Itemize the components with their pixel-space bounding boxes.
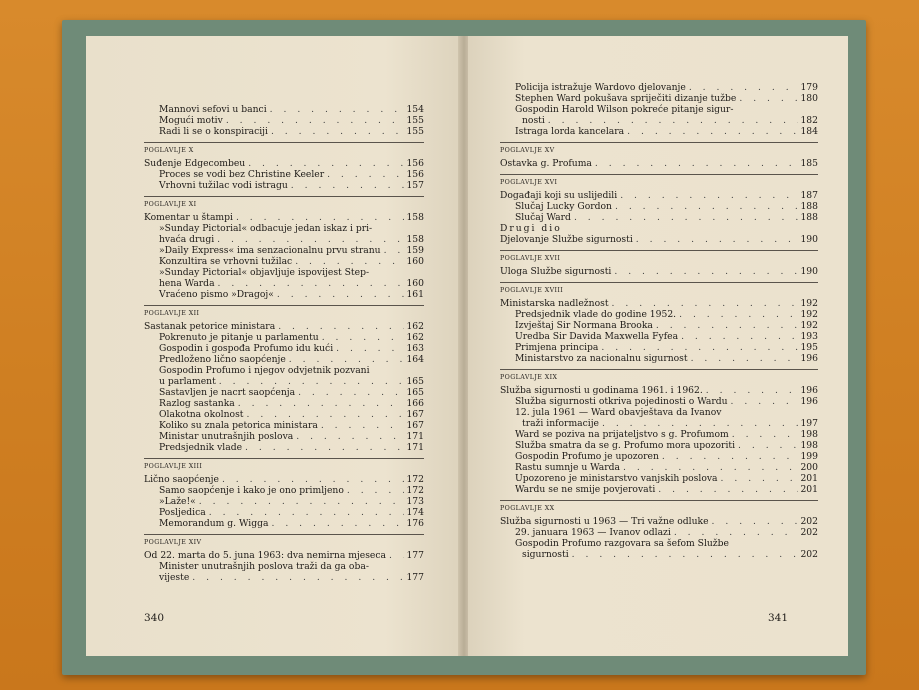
toc-entry-title: Radi li se o konspiraciji	[159, 126, 268, 137]
toc-entry	[500, 385, 818, 396]
chapter-rule	[500, 250, 818, 251]
toc-entry	[500, 212, 818, 223]
toc-entry	[144, 278, 424, 289]
table-of-contents-right	[500, 82, 818, 560]
toc-entry	[144, 496, 424, 507]
toc-page-number: 160	[406, 278, 424, 289]
toc-leader-dots	[318, 420, 404, 431]
toc-entry-title: Sastavljen je nacrt saopćenja	[159, 387, 296, 398]
page-number-right: 341	[768, 612, 789, 624]
toc-leader-dots	[703, 385, 798, 396]
toc-entry	[144, 256, 424, 267]
toc-entry-title: hena Warda	[159, 278, 215, 289]
toc-leader-dots	[215, 278, 404, 289]
toc-entry	[500, 331, 818, 342]
toc-page-number: 196	[800, 353, 818, 364]
toc-entry	[144, 115, 424, 126]
toc-entry	[500, 234, 818, 245]
toc-entry-title: u parlament	[159, 376, 216, 387]
chapter-heading: POGLAVLJE XVI	[500, 179, 558, 186]
toc-page-number: 193	[800, 331, 818, 342]
toc-leader-dots	[274, 289, 404, 300]
toc-page-number: 165	[406, 387, 424, 398]
toc-page-number: 198	[800, 429, 818, 440]
toc-entry	[500, 462, 818, 473]
toc-entry-title: Posljedica	[159, 507, 206, 518]
toc-leader-dots	[233, 212, 404, 223]
toc-page-number: 192	[800, 309, 818, 320]
toc-leader-dots	[324, 169, 404, 180]
toc-entry	[144, 376, 424, 387]
toc-leader-dots	[242, 442, 404, 453]
toc-entry	[144, 431, 424, 442]
toc-page-number: 154	[406, 104, 424, 115]
toc-entry-title: Gospodin Profumo razgovara sa šefom Službe	[515, 538, 729, 549]
toc-entry-title: Sastanak petorice ministara	[144, 321, 276, 332]
toc-page-number: 195	[800, 342, 818, 353]
toc-page-number: 180	[800, 93, 818, 104]
chapter-rule	[144, 458, 424, 459]
toc-entry	[500, 418, 818, 429]
toc-entry-title: nosti	[522, 115, 545, 126]
toc-entry	[144, 234, 424, 245]
toc-entry	[500, 473, 818, 484]
toc-page-number: 162	[406, 321, 424, 332]
toc-page-number: 158	[406, 234, 424, 245]
toc-entry-title: sigurnosti	[522, 549, 569, 560]
chapter-heading: POGLAVLJE X	[144, 147, 194, 154]
toc-page-number: 166	[406, 398, 424, 409]
toc-leader-dots	[275, 321, 404, 332]
toc-entry-title: Istraga lorda kancelara	[515, 126, 625, 137]
toc-entry	[144, 158, 424, 169]
chapter-rule	[500, 282, 818, 283]
chapter-heading: POGLAVLJE XIV	[144, 539, 202, 546]
toc-page-number: 201	[800, 473, 818, 484]
toc-leader-dots	[214, 234, 404, 245]
toc-entry	[144, 507, 424, 518]
toc-entry-multiline	[144, 561, 424, 583]
toc-entry	[144, 409, 424, 420]
toc-leader-dots	[319, 332, 404, 343]
toc-page-number: 202	[800, 549, 818, 560]
toc-entry-title: Olakotna okolnost	[159, 409, 244, 420]
toc-entry-line	[500, 104, 818, 115]
toc-page-number: 174	[406, 507, 424, 518]
toc-leader-dots	[288, 180, 404, 191]
toc-entry	[144, 289, 424, 300]
chapter-rule	[144, 305, 424, 306]
toc-leader-dots	[196, 496, 404, 507]
toc-page-number: 201	[800, 484, 818, 495]
toc-entry	[500, 440, 818, 451]
toc-page-number: 172	[406, 485, 424, 496]
toc-entry-multiline	[144, 223, 424, 245]
toc-entry	[500, 342, 818, 353]
toc-entry	[144, 572, 424, 583]
toc-entry-title: Djelovanje Službe sigurnosti	[500, 234, 633, 245]
toc-leader-dots	[189, 572, 404, 583]
toc-page-number: 188	[800, 201, 818, 212]
chapter-heading: POGLAVLJE XIII	[144, 463, 203, 470]
toc-leader-dots	[718, 473, 798, 484]
toc-entry-title: Komentar u štampi	[144, 212, 233, 223]
toc-entry-title: traži informacije	[522, 418, 599, 429]
toc-page-number: 155	[406, 126, 424, 137]
toc-page-number: 172	[406, 474, 424, 485]
toc-page-number: 159	[406, 245, 424, 256]
toc-page-number: 156	[406, 158, 424, 169]
toc-leader-dots	[344, 485, 404, 496]
toc-page-number: 167	[406, 420, 424, 431]
toc-page-number: 155	[406, 115, 424, 126]
toc-leader-dots	[292, 256, 404, 267]
toc-leader-dots	[676, 309, 798, 320]
toc-leader-dots	[633, 234, 798, 245]
toc-entry	[144, 321, 424, 332]
toc-page-number: 196	[800, 396, 818, 407]
toc-leader-dots	[729, 429, 798, 440]
toc-leader-dots	[611, 266, 798, 277]
toc-entry-title: Ministarstvo za nacionalnu sigurnost	[515, 353, 688, 364]
toc-entry	[144, 550, 424, 561]
toc-entry-title: »Daily Express« ima senzacionalnu prvu stranu	[159, 245, 381, 256]
toc-leader-dots	[686, 82, 798, 93]
toc-page-number: 171	[406, 431, 424, 442]
toc-leader-dots	[295, 387, 404, 398]
toc-entry	[500, 309, 818, 320]
toc-page-number: 177	[406, 572, 424, 583]
toc-entry-title: Služba sigurnosti u 1963 — Tri važne odluke	[500, 516, 709, 527]
toc-entry-title: Služba sigurnosti otkriva pojedinosti o Wardu	[515, 396, 728, 407]
toc-entry-line	[144, 365, 424, 376]
chapter-heading: POGLAVLJE XV	[500, 147, 555, 154]
toc-entry-line	[500, 538, 818, 549]
toc-entry-multiline	[500, 407, 818, 429]
toc-entry-title: Primjena principa	[515, 342, 599, 353]
toc-entry-multiline	[500, 104, 818, 126]
toc-entry	[144, 474, 424, 485]
toc-entry	[144, 387, 424, 398]
toc-entry-line	[500, 407, 818, 418]
toc-leader-dots	[624, 126, 798, 137]
toc-entry-title: Predsjednik vlade	[159, 442, 243, 453]
toc-page-number: 192	[800, 320, 818, 331]
toc-page-number: 167	[406, 409, 424, 420]
chapter-heading: POGLAVLJE XI	[144, 201, 197, 208]
toc-page-number: 188	[800, 212, 818, 223]
toc-entry-title: Ministar unutrašnjih poslova	[159, 431, 294, 442]
toc-leader-dots	[245, 158, 404, 169]
toc-entry	[144, 485, 424, 496]
toc-page-number: 162	[406, 332, 424, 343]
toc-entry	[500, 451, 818, 462]
toc-entry	[144, 126, 424, 137]
toc-entry-title: Uredba Sir Davida Maxwella Fyfea	[515, 331, 679, 342]
toc-entry-title: Gospodin i gospođa Profumo idu kući	[159, 343, 334, 354]
toc-entry	[144, 169, 424, 180]
toc-entry-title: »Laže!«	[159, 496, 196, 507]
toc-page-number: 171	[406, 442, 424, 453]
page-number-left: 340	[144, 612, 165, 624]
toc-entry-title: Pokrenuto je pitanje u parlamentu	[159, 332, 319, 343]
toc-entry-multiline	[500, 538, 818, 560]
toc-entry-title: Slučaj Lucky Gordon	[515, 201, 612, 212]
toc-page-number: 200	[800, 462, 818, 473]
toc-entry	[144, 332, 424, 343]
toc-page-number: 190	[800, 266, 818, 277]
toc-entry-title: Wardu se ne smije povjerovati	[515, 484, 656, 495]
toc-leader-dots	[599, 418, 798, 429]
toc-entry-title: Suđenje Edgecombeu	[144, 158, 246, 169]
toc-leader-dots	[655, 484, 798, 495]
toc-leader-dots	[728, 396, 798, 407]
toc-entry-title: Mannovi sefovi u banci	[159, 104, 267, 115]
toc-leader-dots	[688, 353, 798, 364]
toc-leader-dots	[206, 507, 404, 518]
toc-entry-title: Uloga Službe sigurnosti	[500, 266, 612, 277]
toc-leader-dots	[709, 516, 798, 527]
toc-entry-title: 29. januara 1963 — Ivanov odlazi	[515, 527, 671, 538]
right-page	[468, 36, 848, 656]
toc-page-number: 163	[406, 343, 424, 354]
toc-entry-title: 12. jula 1961 — Ward obavještava da Ivanov	[515, 407, 722, 418]
toc-entry	[500, 190, 818, 201]
toc-page-number: 196	[800, 385, 818, 396]
toc-page-number: 160	[406, 256, 424, 267]
toc-entry-title: Rastu sumnje u Warda	[515, 462, 621, 473]
chapter-heading: POGLAVLJE XX	[500, 505, 555, 512]
toc-entry	[500, 298, 818, 309]
toc-entry-title: Mogući motiv	[159, 115, 223, 126]
toc-page-number: 157	[406, 180, 424, 191]
toc-entry	[500, 516, 818, 527]
toc-entry	[500, 353, 818, 364]
toc-entry	[144, 212, 424, 223]
chapter-rule	[500, 142, 818, 143]
toc-entry-title: Stephen Ward pokušava spriječiti dizanje tužbe	[515, 93, 737, 104]
toc-leader-dots	[617, 190, 798, 201]
toc-entry	[144, 420, 424, 431]
table-of-contents-left	[144, 104, 424, 583]
chapter-rule	[500, 369, 818, 370]
chapter-rule	[500, 500, 818, 501]
toc-leader-dots	[609, 298, 798, 309]
chapter-rule	[144, 142, 424, 143]
toc-page-number: 177	[406, 550, 424, 561]
toc-entry	[500, 82, 818, 93]
part-heading: Drugi dio	[500, 223, 562, 234]
toc-entry-title: Samo saopćenje i kako je ono primljeno	[159, 485, 344, 496]
toc-entry-multiline	[144, 365, 424, 387]
toc-entry-line	[144, 267, 424, 278]
toc-entry-title: Ward se poziva na prijateljstvo s g. Profumom	[515, 429, 729, 440]
chapter-heading: POGLAVLJE XVIII	[500, 287, 564, 294]
toc-entry-title: Izvještaj Sir Normana Brooka	[515, 320, 653, 331]
toc-leader-dots	[223, 115, 404, 126]
toc-entry-title: Gospodin Harold Wilson pokreće pitanje sigur-	[515, 104, 734, 115]
toc-entry	[500, 266, 818, 277]
toc-leader-dots	[620, 462, 798, 473]
toc-leader-dots	[612, 201, 798, 212]
toc-entry-title: Koliko su znala petorica ministara	[159, 420, 318, 431]
toc-leader-dots	[571, 212, 798, 223]
toc-leader-dots	[735, 440, 798, 451]
toc-leader-dots	[653, 320, 798, 331]
toc-page-number: 192	[800, 298, 818, 309]
toc-entry	[500, 115, 818, 126]
toc-entry-title: Proces se vodi bez Christine Keeler	[159, 169, 325, 180]
toc-leader-dots	[671, 527, 798, 538]
toc-entry-title: Razlog sastanka	[159, 398, 235, 409]
toc-leader-dots	[569, 549, 798, 560]
toc-leader-dots	[386, 550, 404, 561]
toc-leader-dots	[268, 126, 404, 137]
toc-entry	[500, 93, 818, 104]
toc-page-number: 197	[800, 418, 818, 429]
chapter-heading: POGLAVLJE XVII	[500, 255, 561, 262]
toc-leader-dots	[545, 115, 798, 126]
toc-entry	[144, 180, 424, 191]
toc-page-number: 184	[800, 126, 818, 137]
toc-entry	[144, 354, 424, 365]
toc-entry-title: hvaća drugi	[159, 234, 215, 245]
toc-leader-dots	[333, 343, 404, 354]
toc-entry-title: Od 22. marta do 5. juna 1963: dva nemirna mjeseca	[144, 550, 386, 561]
toc-entry-title: Gospodin Profumo i njegov odvjetnik pozvani	[159, 365, 370, 376]
toc-entry-title: »Sunday Pictorial« odbacuje jedan iskaz i pri-	[159, 223, 373, 234]
toc-entry-title: vijeste	[159, 572, 190, 583]
chapter-heading: POGLAVLJE XIX	[500, 374, 558, 381]
toc-entry-title: Gospodin Profumo je upozoren	[515, 451, 659, 462]
toc-entry	[500, 320, 818, 331]
toc-entry-title: Ministarska nadležnost	[500, 298, 609, 309]
toc-entry	[500, 484, 818, 495]
toc-entry	[500, 396, 818, 407]
left-page	[86, 36, 460, 656]
toc-page-number: 179	[800, 82, 818, 93]
toc-entry-title: Slučaj Ward	[515, 212, 571, 223]
toc-entry	[144, 398, 424, 409]
chapter-heading: POGLAVLJE XII	[144, 310, 200, 317]
toc-leader-dots	[286, 354, 404, 365]
toc-leader-dots	[267, 104, 404, 115]
chapter-rule	[144, 534, 424, 535]
toc-entry-title: Događaji koji su uslijedili	[500, 190, 618, 201]
toc-entry	[500, 126, 818, 137]
toc-leader-dots	[269, 518, 405, 529]
toc-page-number: 187	[800, 190, 818, 201]
toc-leader-dots	[592, 158, 798, 169]
toc-entry-title: Konzultira se vrhovni tužilac	[159, 256, 293, 267]
toc-leader-dots	[381, 245, 404, 256]
toc-entry-multiline	[144, 267, 424, 289]
toc-page-number: 158	[406, 212, 424, 223]
toc-page-number: 185	[800, 158, 818, 169]
toc-page-number: 176	[406, 518, 424, 529]
toc-entry-title: »Sunday Pictorial« objavljuje ispovijest Step-	[159, 267, 370, 278]
toc-page-number: 161	[406, 289, 424, 300]
toc-page-number: 182	[800, 115, 818, 126]
toc-leader-dots	[219, 474, 404, 485]
toc-entry	[500, 429, 818, 440]
toc-entry-title: Predloženo lično saopćenje	[159, 354, 286, 365]
toc-entry	[144, 104, 424, 115]
toc-entry-line	[144, 223, 424, 234]
toc-entry-title: Predsjednik vlade do godine 1952.	[515, 309, 677, 320]
toc-entry-title: Služba sigurnosti u godinama 1961. i 1962.	[500, 385, 703, 396]
chapter-rule	[500, 174, 818, 175]
toc-leader-dots	[598, 342, 798, 353]
toc-entry	[144, 518, 424, 529]
toc-entry	[144, 442, 424, 453]
toc-entry	[500, 158, 818, 169]
toc-page-number: 173	[406, 496, 424, 507]
toc-leader-dots	[216, 376, 404, 387]
toc-entry-title: Ostavka g. Profuma	[500, 158, 592, 169]
toc-entry	[144, 343, 424, 354]
toc-entry-title: Upozoreno je ministarstvo vanjskih poslova	[515, 473, 718, 484]
toc-entry	[500, 549, 818, 560]
toc-leader-dots	[659, 451, 798, 462]
toc-leader-dots	[736, 93, 798, 104]
toc-entry-line	[144, 561, 424, 572]
toc-entry	[500, 201, 818, 212]
chapter-rule	[144, 196, 424, 197]
toc-entry-title: Policija istražuje Wardovo djelovanje	[515, 82, 686, 93]
toc-entry-title: Lično saopćenje	[144, 474, 219, 485]
toc-entry-title: Memorandum g. Wigga	[159, 518, 269, 529]
toc-leader-dots	[678, 331, 798, 342]
toc-page-number: 190	[800, 234, 818, 245]
toc-page-number: 202	[800, 527, 818, 538]
toc-page-number: 165	[406, 376, 424, 387]
toc-page-number: 164	[406, 354, 424, 365]
toc-page-number: 202	[800, 516, 818, 527]
toc-page-number: 156	[406, 169, 424, 180]
toc-entry	[500, 527, 818, 538]
toc-page-number: 198	[800, 440, 818, 451]
toc-page-number: 199	[800, 451, 818, 462]
toc-leader-dots	[293, 431, 404, 442]
toc-leader-dots	[235, 398, 404, 409]
toc-entry-title: Služba smatra da se g. Profumo mora upozoriti	[515, 440, 736, 451]
toc-entry-title: Minister unutrašnjih poslova traži da ga oba-	[159, 561, 369, 572]
toc-entry-title: Vraćeno pismo »Dragoj«	[159, 289, 274, 300]
toc-entry-title: Vrhovni tužilac vodi istragu	[159, 180, 288, 191]
toc-leader-dots	[243, 409, 404, 420]
toc-entry	[144, 245, 424, 256]
